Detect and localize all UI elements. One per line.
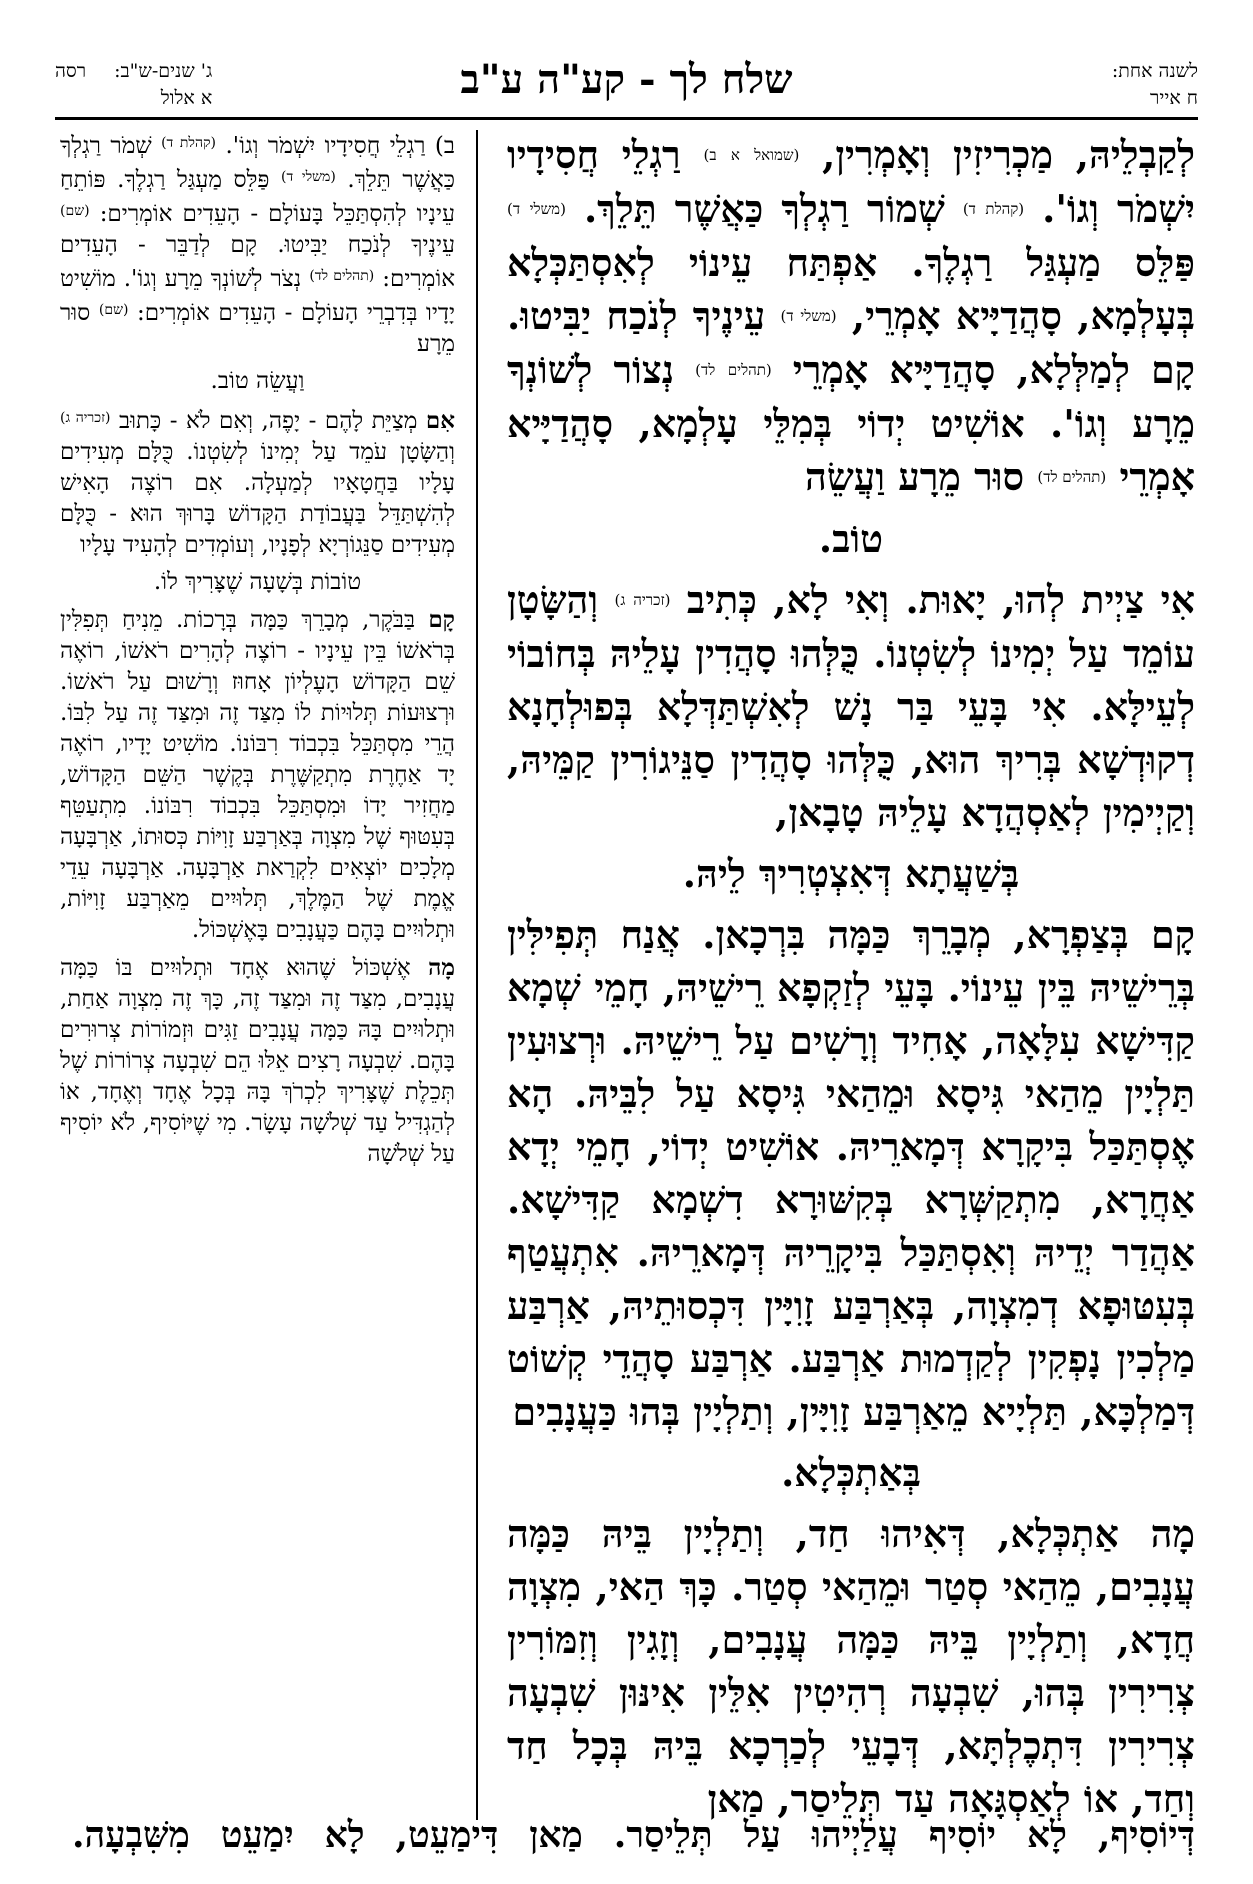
commentary-paragraph-3: קָם בַּבֹּקֶר, מְבָרֵךְ כַּמָּה בְּרָכוֹת. מֵנִיחַ תְּפִלִּין בְּרֹאשׁוֹ בֵּין עֵינָיו - רוֹצֶה לְהָרִים רֹאשׁוֹ, רוֹאֶה שֵׁם הַקָּדוֹשׁ הָעֶלְיוֹן אָחוּז וְרָשׁוּם עַל רֹאשׁוֹ. וּרְצוּעוֹת תְּלוּיוֹת לוֹ מִצַּד זֶה וּמִצַּד זֶה עַל לִבּוֹ. הֲרֵי מִסְתַּכֵּל בִּכְבוֹד רִבּוֹנוֹ. מוֹשִׁיט יָדָיו, רוֹאֶה יָד אַחֶרֶת מִתְקַשֶּׁרֶת בְּקֶשֶׁר הַשֵּׁם הַקָּדוֹשׁ, מַחֲזִיר יָדוֹ וּמִסְתַּכֵּל בִּכְבוֹד רִבּוֹנוֹ. מִתְעַטֵּף בְּעִטּוּף שֶׁל מִצְוָה בְּאַרְבַּע זָוִיּוֹת כְּסוּתוֹ, אַרְבָּעָה מְלָכִים יוֹצְאִים לִקְרַאת אַרְבָּעָה. אַרְבָּעָה עֵדֵי אֱמֶת שֶׁל הַמֶּלֶךְ, תְּלוּיִים מֵאַרְבַּע זָוִיּוֹת, וּתְלוּיִים בָּהֶם כַּעֲנָבִים בָּאֶשְׁכּוֹל. <box>60 606 455 943</box>
citation: (תהלים לד) <box>309 268 375 284</box>
citation: (תהלים לד) <box>1037 468 1107 486</box>
commentary-paragraph-1-end: וַעֲשֵׂה טוֹב. <box>210 368 305 394</box>
commentary-paragraph-2: אִם מְצַיֵּת לָהֶם - יָפֶה, וְאִם לֹא - כָּתוּב $^{(זכריה ג)}$ וְהַשָּׂטָן עֹמֵד עַל יְמִינוֹ לְשִׂטְנוֹ. כֻּלָּם מְעִידִים עָלָיו בַּחֲטָאָיו לְמַעְלָה. אִם רוֹצֶה הָאִישׁ לְהִשְׁתַּדֵּל בַּעֲבוֹדַת הַקָּדוֹשׁ בָּרוּךְ הוּא - כֻּלָּם מְעִידִים סַנֵּגוֹרְיָא לְפָנָיו, וְעוֹמְדִים לְהָעִיד עָלָיו <box>60 407 456 558</box>
commentary-column <box>60 128 455 1176</box>
full-width-closing-line: דְּיוֹסִיף, לָא יוֹסִיף עֲלַיְיהוּ עַל תְּלֵיסַר. מַאן דִּימַעֵט, לָא יִמַעֵט מִשִּׁבְעָה. <box>72 1814 1195 1856</box>
citation: (תהלים לד) <box>695 361 772 379</box>
paragraph-lead-word: אִם <box>425 407 456 434</box>
page-number: רסה <box>55 60 87 82</box>
header-one-year-date: ח אייר <box>1150 87 1198 109</box>
commentary-paragraph-2-end: טוֹבוֹת בְּשָׁעָה שֶׁצָּרִיךְ לוֹ. <box>153 569 362 595</box>
main-text-column <box>507 128 1195 1833</box>
page-title: שלח לך - קע"ה ע"ב <box>460 56 793 103</box>
citation: (זכריה ג) <box>60 410 111 426</box>
citation: (שמואל א ב) <box>703 146 800 164</box>
commentary-paragraph-1: ב) רַגְלֵי חֲסִידָיו יִשְׁמֹר וְגוֹ'. $^{(קהלת ד)}$ שְׁמֹר רַגְלְךָ כַּאֲשֶׁר תֵּלֵךְ. $^{(משלי ד)}$ פַּלֵּס מַעְגַּל רַגְלֶךָ. פּוֹתֵחַ עֵינָיו לְהִסְתַּכֵּל בָּעוֹלָם - הָעֵדִים אוֹמְרִים: $^{(שם)}$ עֵינֶיךָ לְנֹכַח יַבִּיטוּ. קָם לְדַבֵּר - הָעֵדִים אוֹמְרִים: $^{(תהלים לד)}$ נְצֹר לְשׁוֹנְךָ מֵרָע וְגוֹ'. מוֹשִׁיט יָדָיו בְּדִבְרֵי הָעוֹלָם - הָעֵדִים אוֹמְרִים: $^{(שם)}$ סוּר מֵרָע <box>60 133 456 357</box>
main-paragraph-1: לְקַבְלֵיהּ, מַכְרִיזִין וְאָמְרִין, $^{(שמואל א ב)}$ רַגְלֵי חֲסִידָיו יִשְׁמֹר וְגוֹ'. $^{(קהלת ד)}$ שְׁמוֹר רַגְלְךָ כַּאֲשֶׁר תֵּלֵךְ. $^{(משלי ד)}$ פַּלֵּס מַעְגַּל רַגְלֶךָ. אַפְתַּח עֵינוֹי לְאִסְתַּכְּלָא בְּעָלְמָא, סָהֲדַיָּיא אָמְרֵי, $^{(משלי ד)}$ עֵינֶיךָ לְנֹכַח יַבִּיטוּ. קָם לְמַלְּלָא, סָהֲדַיָּיא אָמְרֵי $^{(תהלים לד)}$ נְצוֹר לְשׁוֹנְךָ מֵרָע וְגוֹ'. אוֹשִׁיט יְדוֹי בְּמִלֵּי עָלְמָא, סָהֲדַיָּיא אָמְרֵי $^{(תהלים לד)}$ סוּר מֵרָע וַעֲשֵׂה <box>507 132 1196 499</box>
main-paragraph-3: קָם בְּצַפְרָא, מְבָרֵךְ כַּמָּה בִּרְכָאן. אֲנַח תְּפִילִּין בְּרֵישֵׁיהּ בֵּין עֵינוֹי. בָּעֵי לְזַקְפָא רֵישֵׁיהּ, חָמֵי שְׁמָא קַדִּישָׁא עִלָּאָה, אָחִיד וְרָשִׁים עַל רֵישֵׁיהּ. וּרְצוּעִין תַּלְיָין מֵהַאי גִּיסָא וּמֵהַאי גִּיסָא עַל לִבֵּיהּ. הָא אֶסְתַּכַּל בִּיקָרָא דְּמָארֵיהּ. אוֹשִׁיט יְדוֹי, חָמֵי יְדָא אַחֲרָא, מִתְקַשְּׁרָא בְּקִשּׁוּרָא דִשְׁמָא קַדִּישָׁא. אַהֲדַר יְדֵיהּ וְאִסְתַּכַּל בִּיקָרֵיהּ דְּמָארֵיהּ. אִתְעֲטַף בְּעִטּוּפָא דְמִצְוָה, בְּאַרְבַּע זָוִיָּין דִּכְסוּתֵיהּ, אַרְבַּע מַלְכִין נָפְקִין לְקַדְמוּת אַרְבַּע. אַרְבַּע סָהֲדֵי קְשׁוֹט דְּמַלְכָּא, תַּלְיָיא מֵאַרְבַּע זָוִיָּין, וְתַלְיָין בְּהוּ כַּעֲנָבִים <box>507 912 1195 1434</box>
header-one-year-label: לשנה אחת: <box>1111 60 1198 82</box>
citation: (קהלת ד) <box>962 200 1025 218</box>
commentary-paragraph-4: מָה אֶשְׁכּוֹל שֶׁהוּא אֶחָד וּתְלוּיִים בּוֹ כַּמָּה עֲנָבִים, מִצַּד זֶה וּמִצַּד זֶה, כָּךְ זֶה מִצְוָה אַחַת, וּתְלוּיִים בָּהּ כַּמָּה עֲנָבִים זַגִּים וּזְמוֹרוֹת צְרוּרִים בָּהֶם. שִׁבְעָה רָצִים אֵלּוּ הֵם שִׁבְעָה צְרוֹרוֹת שֶׁל תְּכֵלֶת שֶׁצָּרִיךְ לִכְרֹךְ בָּהּ בְּכָל אֶחָד וְאֶחָד, אוֹ לְהַגְדִּיל עַד שְׁלֹשָׁה עָשָׂר. מִי שֶׁיּוֹסִיף, לֹא יוֹסִיף עַל שְׁלֹשָׁה <box>60 954 455 1167</box>
main-paragraph-3-end: בְּאַתְכְּלָא. <box>781 1450 921 1495</box>
paragraph-lead-word: מָה <box>428 954 455 981</box>
header-divider <box>55 117 1198 120</box>
citation: (זכריה ג) <box>614 591 671 609</box>
citation: (משלי ד) <box>281 169 336 185</box>
citation: (קהלת ד) <box>161 135 216 151</box>
citation: (שם) <box>60 203 90 219</box>
header-three-years-date: א אלול <box>160 87 213 109</box>
main-paragraph-2: אִי צַיְית לְהוּ, יָאוּת. וְאִי לָא, כְּתִיב $^{(זכריה ג)}$ וְהַשָּׂטָן עוֹמֵד עַל יְמִינוֹ לְשִׂטְנוֹ. כֻּלְּהוּ סָהֲדִין עָלֵיהּ בְּחוֹבוֹי לְעֵילָּא. אִי בָּעֵי בַּר נָשׁ לְאִשְׁתַּדְּלָא בְּפוּלְחָנָא דְקוּדְשָׁא בְּרִיךְ הוּא, כֻּלְּהוּ סָהֲדִין סַנֵּיגוֹרִין קַמֵּיהּ, וְקַיְימִין לְאַסְהֲדָא עָלֵיהּ טָבָאן, <box>507 577 1196 835</box>
main-paragraph-1-end: טוֹב. <box>818 516 884 561</box>
main-paragraph-4: מָה אַתְכְּלָא, דְּאִיהוּ חַד, וְתַלְיָין בֵּיהּ כַּמָּה עֲנָבִים, מֵהַאי סְטַר וּמֵהַאי סְטַר. כָּךְ הַאי, מִצְוָה חֲדָא, וְתַלְיָין בֵּיהּ כַּמָּה עֲנָבִים, וְזָגִין וְזִמּוֹרִין צְרִירִין בְּהוּ, שִׁבְעָה רְהִיטִין אִלֵּין אִינּוּן שִׁבְעָה צְרִירִין דִּתְכֶלְתָּא, דְּבָעֵי לְכַרְכָא בֵּיהּ בְּכָל חַד וְחַד, אוֹ לְאַסְגָּאָה עַד תְּלֵיסַר, מַאן <box>507 1511 1195 1821</box>
header-three-years-label: ג' שנים-ש"ב: <box>114 60 213 82</box>
citation: (משלי ד) <box>507 200 566 218</box>
header-study-schedule-three-years <box>55 58 212 112</box>
citation: (שם) <box>98 302 129 318</box>
column-divider <box>476 130 478 1820</box>
paragraph-lead-word: קָם <box>428 606 455 633</box>
page-header <box>55 50 1198 125</box>
citation: (משלי ד) <box>780 307 837 325</box>
main-paragraph-2-end: בְּשַׁעֲתָא דְּאִצְטְרִיךְ לֵיהּ. <box>682 851 1020 896</box>
